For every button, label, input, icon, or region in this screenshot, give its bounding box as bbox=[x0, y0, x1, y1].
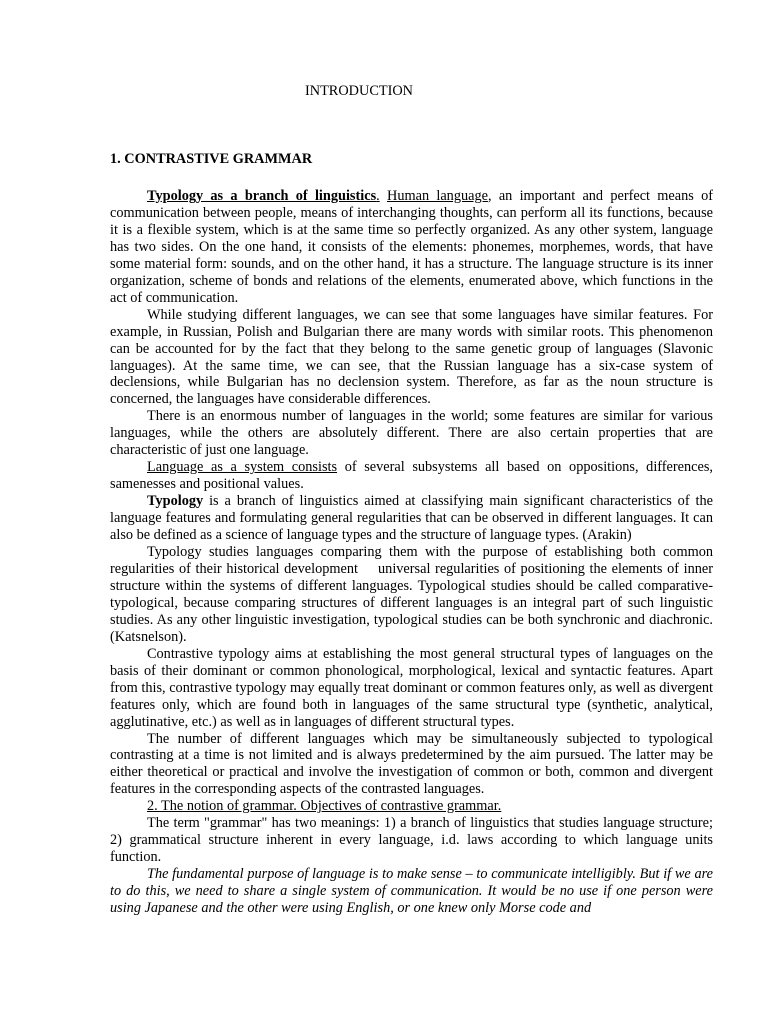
bold-term-typology: Typology bbox=[147, 493, 204, 510]
section-heading: 1. CONTRASTIVE GRAMMAR bbox=[110, 151, 313, 167]
paragraph-text: is a branch of linguistics aimed at classifying main significant characteristics of the language features and formulating general regularities that can be observed in different languages. It can also be defined as a science of language types and the structure of language types. (Arakin) bbox=[110, 493, 713, 544]
paragraph-lead-heading: Typology as a branch of linguistics bbox=[147, 188, 377, 204]
paragraph-term-grammar: The term "grammar" has two meanings: 1) a branch of linguistics that studies language structure; 2) grammatical structure inherent in every language, i.d. laws according to which language units function. bbox=[110, 815, 713, 866]
paragraph-different-languages: While studying different languages, we can see that some languages have similar features. For example, in Russian, Polish and Bulgarian there are many words with similar roots. This phenomenon can be accounted for by the fact that they belong to the same genetic group of languages (Slavonic languages). At the same time, we can see, that the Russian language has a six-case system of declensions, while Bulgarian has no declension system. Therefore, as far as the noun structure is concerned, the languages have considerable differences. bbox=[110, 306, 713, 408]
paragraph-typology-studies bbox=[110, 544, 713, 646]
paragraph-text: of several subsystems all based on oppositions, differences, samenesses and positional values. bbox=[110, 459, 713, 493]
paragraph-number-of-languages: There is an enormous number of languages in the world; some features are similar for various languages, while the others are absolutely different. There are also certain properties that are characteristic of just one language. bbox=[110, 408, 713, 459]
paragraph-number-of-contrasted-languages: The number of different languages which may be simultaneously subjected to typological contrasting at a time is not limited and is always predetermined by the aim pursued. The latter may be either theoretical or practical and involve the investigation of common or both, common and divergent features in the corresponding aspects of the contrasted languages. bbox=[110, 730, 713, 798]
paragraph-text: Typology studies languages comparing them with the purpose of establishing both common regularities of their historical development bbox=[110, 544, 713, 577]
document-title: INTRODUCTION bbox=[304, 83, 413, 99]
underlined-term-human-language: Human language bbox=[387, 188, 488, 204]
paragraph-text: , an important and perfect means of communication between people, means of interchanging thoughts, can perform all its functions, because it is a flexible system, which is at the same time so perfectly organized. As any other system, language has two sides. On the one hand, it consists of the elements: phonemes, morphemes, words, that have some material form: sounds, and on the other hand, it has a structure. The language structure is its inner organization, scheme of bonds and relations of the elements, enumerated above, which functions in the act of communication. bbox=[110, 188, 714, 306]
paragraph-typology-branch bbox=[110, 188, 713, 307]
underlined-term-language-system: Language as a system consists bbox=[147, 459, 338, 476]
paragraph-language-system bbox=[110, 459, 713, 493]
document-body bbox=[110, 188, 713, 917]
subsection-heading-notion-of-grammar: 2. The notion of grammar. Objectives of contrastive grammar. bbox=[147, 798, 502, 815]
paragraph-lead-period: . bbox=[376, 188, 380, 204]
paragraph-typology-definition bbox=[110, 493, 713, 544]
paragraph-text: universal regularities of positioning the elements of inner structure within the systems of different languages. Typological studies should be called comparative-typological, because comparing structures of different languages is an integral part of such linguistic studies. As any other linguistic investigation, typological studies can be both synchronic and diachronic. (Katsnelson). bbox=[110, 560, 713, 645]
paragraph-contrastive-typology: Contrastive typology aims at establishing the most general structural types of languages on the basis of their dominant or common phonological, morphological, lexical and syntactic features. Apart from this, contrastive typology may equally treat dominant or common features only, as well as divergent features only, which are found both in languages of the same structural type (synthetic, analytical, agglutinative, etc.) as well as in languages of different structural types. bbox=[110, 645, 713, 730]
paragraph-purpose-of-language: The fundamental purpose of language is to make sense – to communicate intelligibly. But if we are to do this, we need to share a single system of communication. It would be no use if one person were using Japanese and the other were using English, or one knew only Morse code and bbox=[110, 866, 713, 917]
